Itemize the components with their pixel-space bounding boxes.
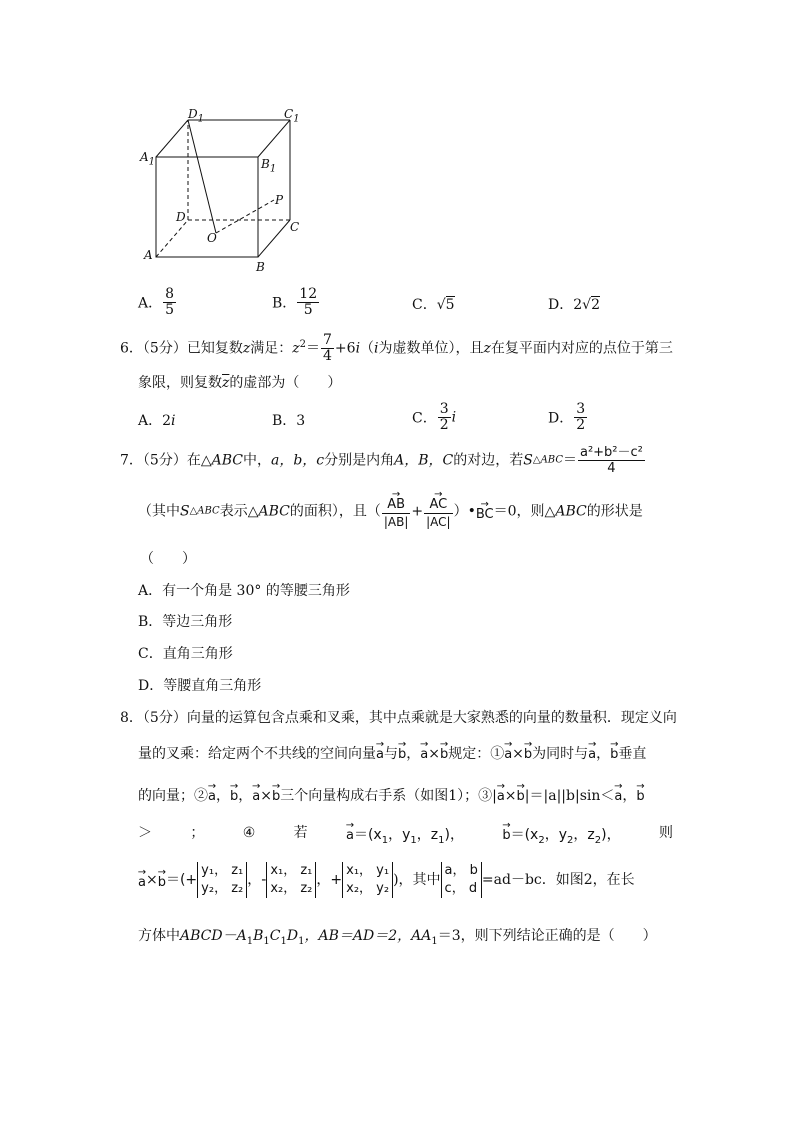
label-p: P [275,193,284,207]
q7-stem-line1: 7．（5分）在△ABC中，a，b，c分别是内角A，B，C的对边，若S△ABC＝ $\frac{\text{a²+b²－c²}}{4}$ [120,445,643,476]
q7-option-d[interactable]: D．等腰直角三角形 [138,678,262,694]
label-a1: $A_1$ [140,150,156,168]
q8-stem-line1: 8．（5分）向量的运算包含点乘和叉乘，其中点乘就是大家熟悉的向量的数量积．现定义向 [120,710,677,726]
determinant-3: x₁， y₁ x₂， y₂ [342,862,393,898]
option-label: D． [548,297,574,313]
label-d1: $D_1$ [188,107,204,125]
label-c1: $C_1$ [284,107,300,125]
label-o: O [207,231,217,245]
label-b1: $B_1$ [261,157,277,175]
option-label: A． [138,295,163,312]
q7-option-c[interactable]: C．直角三角形 [138,646,233,662]
segment-d1-o [188,120,216,233]
label-a: A [144,248,153,262]
radical-sign: √ [436,297,446,313]
q6-option-c[interactable]: C． $\frac{3}{2}$ i [412,401,457,433]
determinant-1: y₁， z₁ y₂， z₂ [197,862,247,898]
q5-option-a[interactable] [138,287,177,318]
label-c: C [290,220,300,234]
option-label: B． [272,295,297,312]
edge-b-c [258,220,290,257]
radicand: 2 [591,297,600,313]
q6-option-b[interactable]: B．3 [272,413,306,429]
determinant-2: x₁， z₁ x₂， z₂ [266,862,316,898]
q5-option-d[interactable] [548,294,600,314]
fraction: $\frac{12}{5}$ [299,286,318,318]
cube-figure [140,100,310,280]
radicand: 5 [445,297,455,313]
q5-option-c[interactable] [412,294,455,314]
radical-sign: √ [582,297,592,313]
q6-stem-line1: 6．（5分）已知复数z满足：$z^2=$ $\frac{7}{4}$ +6i（i为虚数单位），且z在复平面内对应的点位于第三 [120,332,673,364]
label-b: B [256,260,265,274]
edge-a1-d1 [156,120,188,157]
q7-option-a[interactable]: A．有一个角是 30° 的等腰三角形 [138,583,350,599]
q7-option-b[interactable]: B．等边三角形 [138,614,233,630]
q8-stem-line3: 的向量；②→ a，→ b，→ a×→ b三个向量构成右手系（如图1）；③|→ a×→ b|＝|a||b|sin＜→ a，→ b [138,784,645,806]
q8-stem-line6: 方体中$ABCD-A_1B_1C_1D_1$，AB＝AD＝2，$AA_1=3$，则下列结论正确的是（ ） [138,928,657,947]
edge-a-d [156,220,188,257]
coefficient: 2 [573,297,583,313]
q6-option-d[interactable]: D． $\frac{3}{2}$ [548,401,586,433]
q7-stem-line2: （其中S△ABC表示△ABC的面积），且（ → $\frac{AB}{|AB|}$ + → $\frac{AC}{|AC|}$ ）•→ BC＝0，则△ABC的形状是 [138,492,643,531]
determinant-4: a， b c， d [441,862,482,898]
option-label: C． [412,297,437,313]
q5-option-b[interactable] [272,287,320,318]
fraction: $\frac{8}{5}$ [165,286,175,318]
q6-option-a[interactable]: A．2i [138,413,176,429]
q8-stem-line2: 量的叉乘：给定两个不共线的空间向量→ a与→ b，→ a×→ b规定：①→ a×→ b为同时与→ a，→ b垂直 [138,742,646,764]
q8-stem-line5: → a×→ b＝(+ y₁， z₁ y₂， z₂ ，- x₁， z₁ x₂， z₂ ，+ x₁， y₁ x₂， y₂ )，其中 a， b c， d =ad－bc．如图2，在长 [138,862,635,898]
q7-answer-paren: （ ） [140,551,196,567]
q8-stem-line4: ＞ ； ④ 若 → $a=(x_1$，$y_1$，$z_1$)， → $b=(x_2$，$y_2$，$z_2$)， 则 [138,823,673,851]
edge-b1-c1 [258,120,290,157]
segment-o-p [216,200,274,233]
label-d: D [176,210,186,224]
q6-stem-line2: 象限，则复数$\overline{z}$的虚部为（ ） [138,375,342,391]
